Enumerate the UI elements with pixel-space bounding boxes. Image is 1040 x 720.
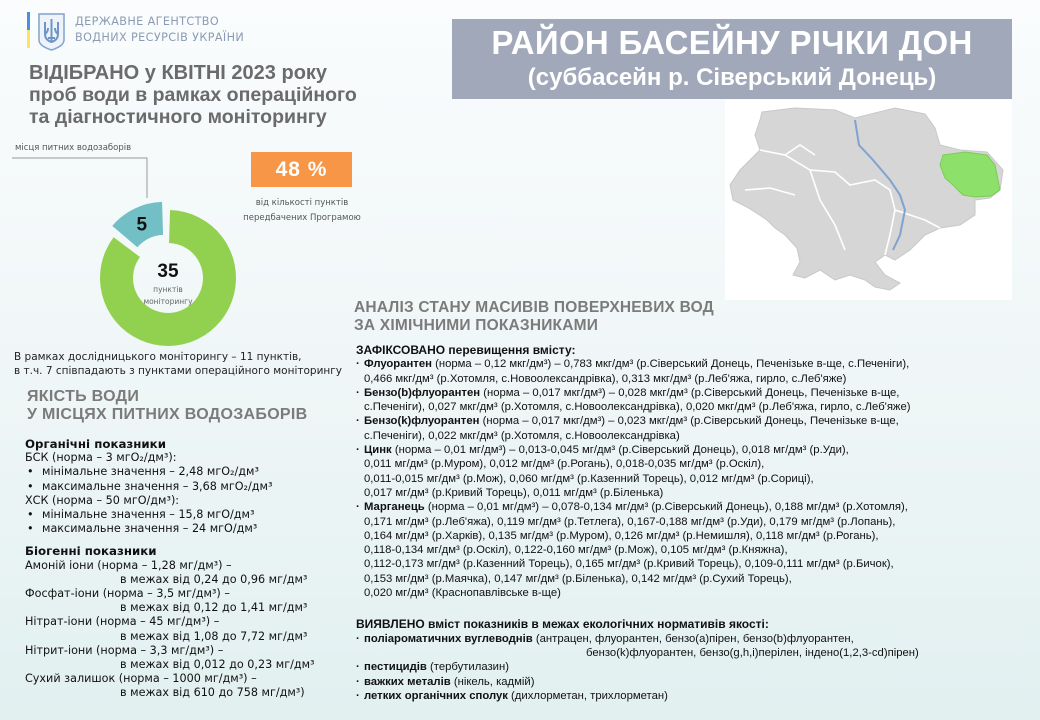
percent-badge: 48 % bbox=[251, 152, 352, 187]
biogenic-item: Фосфат-іони (норма – 3,5 мг/дм³) – bbox=[25, 587, 230, 601]
monitoring-donut-chart bbox=[80, 180, 260, 360]
item-line bbox=[364, 675, 1040, 689]
item-line bbox=[364, 472, 1040, 486]
within-norm-item bbox=[356, 660, 1040, 674]
ukraine-basin-map bbox=[725, 100, 1012, 300]
item-text: 0,011 мг/дм³ (р.Муром), 0,012 мг/дм³ (р.Рогань), 0,018-0,035 мг/дм³ (р.Оскіл), bbox=[364, 458, 765, 471]
item-text: (нікель, кадмій) bbox=[450, 675, 535, 688]
item-line bbox=[364, 646, 1040, 660]
research-note-line-2: в т.ч. 7 співпадають з пунктами операційного моніторингу bbox=[14, 365, 342, 377]
item-line bbox=[364, 386, 1040, 400]
headline-line-3: та діагностичного моніторингу bbox=[29, 106, 327, 128]
item-text: (тербутилазин) bbox=[426, 661, 509, 674]
within-norm-item bbox=[356, 675, 1040, 689]
water-quality-title bbox=[27, 388, 308, 424]
item-text: 0,153 мг/дм³ (р.Маячка), 0,147 мг/дм³ (р.Біленька), 0,142 мг/дм³ (р.Сухий Торець), bbox=[364, 572, 792, 585]
item-line bbox=[364, 443, 1040, 457]
item-line bbox=[364, 486, 1040, 500]
exceedance-item bbox=[356, 443, 1040, 500]
exceedance-item bbox=[356, 357, 1040, 386]
item-line bbox=[364, 414, 1040, 428]
donut-center-label-2: моніторингу bbox=[143, 297, 193, 306]
hsk-min: • мінімальне значення – 15,8 мгО/дм³ bbox=[25, 508, 345, 522]
basin-title: РАЙОН БАСЕЙНУ РІЧКИ ДОН bbox=[491, 24, 973, 61]
within-norm-item bbox=[356, 632, 1040, 661]
water-quality-body bbox=[25, 437, 345, 701]
percent-caption bbox=[238, 196, 366, 226]
analysis-title-line-1: АНАЛІЗ СТАНУ МАСИВІВ ПОВЕРХНЕВИХ ВОД bbox=[354, 299, 714, 316]
item-line bbox=[364, 572, 1040, 586]
basin-title-box bbox=[452, 19, 1012, 99]
item-text: (антрацен, флуорантен, бензо(а)пірен, бензо(b)флуорантен, bbox=[532, 632, 854, 645]
item-text: 0,017 мг/дм³ (р.Кривий Торець), 0,011 мг/дм³ (р.Біленька) bbox=[364, 486, 664, 499]
item-line bbox=[364, 515, 1040, 529]
item-text: (норма – 0,12 мкг/дм³) – 0,783 мкг/дм³ (р.Сіверський Донець, Печенізьке в-ще, с.Печеніги), bbox=[431, 358, 910, 371]
bsk-max: • максимальне значення – 3,68 мгО₂/дм³ bbox=[25, 480, 345, 494]
item-line bbox=[364, 632, 1040, 646]
hsk-max: • максимальне значення – 24 мгО/дм³ bbox=[25, 522, 345, 536]
item-line bbox=[364, 689, 1040, 703]
water-quality-title-line-1: ЯКІСТЬ ВОДИ bbox=[27, 388, 140, 405]
callout-label: місця питних водозаборів bbox=[15, 143, 132, 153]
percent-caption-line-2: передбачених Програмою bbox=[243, 213, 361, 223]
biogenic-item: Сухий залишок (норма – 1000 мг/дм³) – bbox=[25, 672, 257, 686]
item-line bbox=[364, 372, 1040, 386]
segment-label-drinking-water: 5 bbox=[136, 214, 148, 236]
item-line bbox=[364, 457, 1040, 471]
item-text: 0,466 мкг/дм³ (р.Хотомля, с.Новоолександрівка), 0,313 мкг/дм³ (р.Леб'яжа, гирло, с.Леб'яже) bbox=[364, 372, 847, 385]
item-name: Флуорантен bbox=[364, 358, 432, 371]
item-name: Цинк bbox=[364, 444, 392, 457]
item-text: бензо(k)флуорантен, бензо(g,h,i)перілен, індено(1,2,3-cd)пірен) bbox=[586, 646, 919, 659]
agency-line-2: ВОДНИХ РЕСУРСІВ УКРАЇНИ bbox=[75, 31, 245, 44]
item-text: (норма – 0,01 мг/дм³) – 0,013-0,045 мг/дм³ (р.Сіверський Донець), 0,018 мг/дм³ (р.Уди), bbox=[391, 444, 849, 457]
ukraine-outline bbox=[730, 108, 1003, 290]
organic-heading: Органічні показники bbox=[25, 437, 166, 451]
item-text: (норма – 0,017 мкг/дм³) – 0,023 мкг/дм³ (р.Сіверський Донець, Печенізьке в-ще, bbox=[479, 415, 899, 428]
bsk-min: • мінімальне значення – 2,48 мгО₂/дм³ bbox=[25, 465, 345, 479]
item-name: поліароматичних вуглеводнів bbox=[364, 632, 533, 645]
item-text: 0,020 мг/дм³ (Краснопавлівське в-ще) bbox=[364, 587, 561, 600]
item-line bbox=[364, 557, 1040, 571]
item-text: 0,164 мг/дм³ (р.Харків), 0,135 мг/дм³ (р.Муром), 0,126 мг/дм³ (р.Немишля), 0,118 мг/дм³ (р.Рогань), bbox=[364, 529, 879, 542]
within-norm-item bbox=[356, 689, 1040, 703]
biogenic-item: Нітрат-іони (норма – 45 мг/дм³) – bbox=[25, 615, 220, 629]
item-line bbox=[364, 357, 1040, 371]
water-quality-title-line-2: У МІСЦЯХ ПИТНИХ ВОДОЗАБОРІВ bbox=[27, 406, 308, 423]
analysis-title bbox=[354, 299, 714, 335]
item-text: с.Печеніги), 0,027 мкг/дм³ (р.Хотомля, с.Новоолександрівка), 0,020 мкг/дм³ (р.Леб'яжа, гирло, с.Леб'яже) bbox=[364, 401, 911, 414]
item-text: 0,118-0,134 мг/дм³ (р.Оскіл), 0,122-0,160 мг/дм³ (р.Мож), 0,105 мг/дм³ (р.Княжна), bbox=[364, 544, 788, 557]
biogenic-range: в межах від 0,012 до 0,23 мг/дм³ bbox=[120, 658, 315, 672]
item-name: Марганець bbox=[364, 501, 425, 514]
analysis-title-line-2: ЗА ХІМІЧНИМИ ПОКАЗНИКАМИ bbox=[354, 317, 599, 334]
item-text: 0,112-0,173 мг/дм³ (р.Казенний Торець), 0,165 мг/дм³ (р.Кривий Торець), 0,109-0,111 мг/дм³ (р.Бичок), bbox=[364, 558, 894, 571]
item-line bbox=[364, 529, 1040, 543]
subbasin-title: (суббасейн р. Сіверський Донець) bbox=[527, 64, 937, 91]
biogenic-item: Амоній іони (норма – 1,28 мг/дм³) – bbox=[25, 558, 232, 572]
item-line bbox=[364, 660, 1040, 674]
research-note-line-1: В рамках дослідницького моніторингу – 11 пунктів, bbox=[14, 351, 302, 363]
item-line bbox=[364, 586, 1040, 600]
item-text: (норма – 0,01 мг/дм³) – 0,078-0,134 мг/дм³ (р.Сіверський Донець), 0,188 мг/дм³ (р.Хотомля), bbox=[424, 501, 908, 514]
biogenic-range: в межах від 0,24 до 0,96 мг/дм³ bbox=[120, 572, 308, 586]
agency-line-1: ДЕРЖАВНЕ АГЕНТСТВО bbox=[75, 15, 220, 28]
item-line bbox=[364, 429, 1040, 443]
item-text: (дихлорметан, трихлорметан) bbox=[507, 689, 668, 702]
item-name: Бензо(k)флуорантен bbox=[364, 415, 480, 428]
headline-line-1: ВІДІБРАНО у КВІТНІ 2023 року bbox=[29, 62, 328, 84]
biogenic-heading: Біогенні показники bbox=[25, 544, 157, 559]
exceedance-list bbox=[356, 357, 1040, 600]
biogenic-range: в межах від 1,08 до 7,72 мг/дм³ bbox=[120, 629, 308, 643]
exceedance-item bbox=[356, 500, 1040, 600]
exceed-heading: ЗАФІКСОВАНО перевищення вмісту: bbox=[356, 343, 576, 357]
research-monitoring-note bbox=[14, 350, 342, 378]
biogenic-range: в межах від 610 до 758 мг/дм³) bbox=[120, 686, 305, 700]
headline-line-2: проб води в рамках операційного bbox=[29, 84, 357, 106]
item-line bbox=[364, 400, 1040, 414]
analysis-body bbox=[356, 343, 1040, 703]
within-heading: ВИЯВЛЕНО вміст показників в межах екологічних нормативів якості: bbox=[356, 617, 769, 632]
exceedance-item bbox=[356, 414, 1040, 443]
hsk-label: ХСК (норма – 50 мгО/дм³): bbox=[25, 493, 180, 507]
biogenic-item: Нітрит-іони (норма – 3,3 мг/дм³) – bbox=[25, 643, 224, 657]
biogenic-range: в межах від 0,12 до 1,41 мг/дм³ bbox=[120, 601, 308, 615]
exceedance-item bbox=[356, 386, 1040, 415]
donut-center-value: 35 bbox=[157, 261, 179, 282]
item-text: 0,011-0,015 мг/дм³ (р.Мож), 0,060 мг/дм³ (р.Казенний Торець), 0,012 мг/дм³ (р.Сориці), bbox=[364, 472, 814, 485]
item-name: летких органічних сполук bbox=[364, 689, 508, 702]
within-norms-list bbox=[356, 632, 1040, 703]
percent-caption-line-1: від кількості пунктів bbox=[255, 198, 349, 208]
item-name: пестицидів bbox=[364, 661, 427, 674]
bsk-label: БСК (норма – 3 мгО₂/дм³): bbox=[25, 451, 177, 465]
item-text: 0,171 мг/дм³ (р.Леб'яжа), 0,119 мг/дм³ (р.Тетлега), 0,167-0,188 мг/дм³ (р.Уди), 0,179 мг/дм³ (р.Лопань), bbox=[364, 515, 896, 528]
item-line bbox=[364, 500, 1040, 514]
item-text: (норма – 0,017 мкг/дм³) – 0,028 мкг/дм³ (р.Сіверський Донець, Печенізьке в-ще, bbox=[480, 386, 900, 399]
donut-center-label-1: пунктів bbox=[153, 285, 183, 294]
item-name: важких металів bbox=[364, 675, 451, 688]
item-name: Бензо(b)флуорантен bbox=[364, 386, 481, 399]
item-line bbox=[364, 543, 1040, 557]
item-text: с.Печеніги), 0,022 мкг/дм³ (р.Хотомля, с.Новоолександрівка) bbox=[364, 429, 680, 442]
